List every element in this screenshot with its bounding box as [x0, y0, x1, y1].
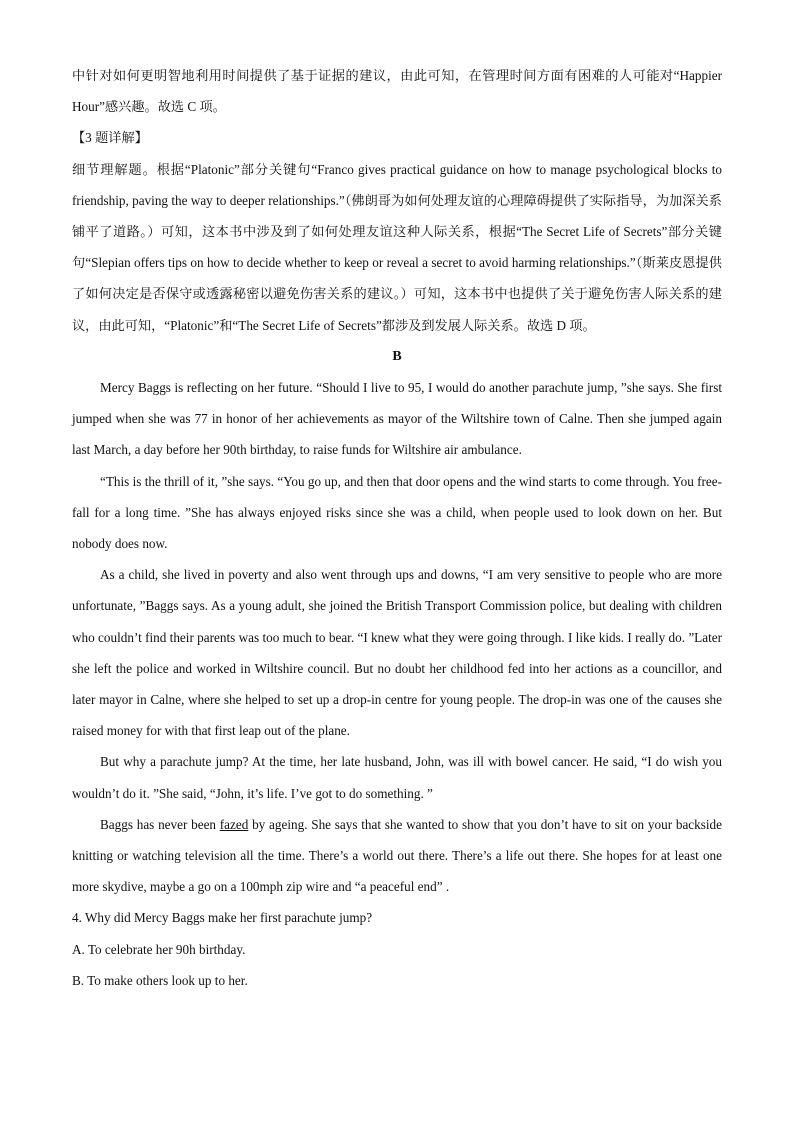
question-3-explanation: 细节理解题。根据“Platonic”部分关键句“Franco gives practical guidance on how to manage psychological blocks to friendship, paving the way to deeper relationships.”（佛朗哥为如何处理友谊的心理障碍提供了实际指导，为加深关系铺平了道路。）可知，这本书中涉及到了如何处理友谊这种人际关系，根据“The Secret Life of Secrets”部分关键句“Slepian offers tips on how to decide whether to keep or reveal a secret to avoid harming relationships.”（斯莱皮恩提供了如何决定是否保守或透露秘密以避免伤害关系的建议。）可知，这本书中也提供了关于避免伤害人际关系的建议，由此可知，“Platonic”和“The Secret Life of Secrets”都涉及到发展人际关系。故选 D 项。: [72, 161, 722, 333]
question-4-stem: 4. Why did Mercy Baggs make her first parachute jump?: [72, 910, 373, 926]
question-4-option-b: B. To make others look up to her.: [72, 972, 248, 988]
paragraph-5-text-before: Baggs has never been: [100, 816, 220, 832]
passage-paragraph-1: Mercy Baggs is reflecting on her future. “Should I live to 95, I would do another parachute jump, ”she says. She first jumped when she was 77 in honor of her achievements as mayor of the Wiltshire town of Calne. Then she jumped again last March, a day before her 90th birthday, to raise funds for Wiltshire air ambulance.: [72, 380, 722, 458]
answer-explanation-paragraph: 中针对如何更明智地利用时间提供了基于证据的建议，由此可知，在管理时间方面有困难的人可能对“Happier Hour”感兴趣。故选 C 项。: [72, 68, 722, 115]
section-title: B: [392, 348, 402, 364]
passage-paragraph-4: But why a parachute jump? At the time, her late husband, John, was ill with bowel cancer. He said, “I do wish you wouldn’t do it. ”She said, “John, it’s life. I’ve got to do something. ”: [72, 754, 722, 801]
question-3-heading: 【3 题详解】: [72, 130, 148, 146]
passage-paragraph-2: “This is the thrill of it, ”she says. “You go up, and then that door opens and the wind starts to come through. You free-fall for a long time. ”She has always enjoyed risks since she was a child, when people used to look down on her. But nobody does now.: [72, 473, 722, 552]
passage-paragraph-3: As a child, she lived in poverty and also went through ups and downs, “I am very sensitive to people who are more unfortunate, ”Baggs says. As a young adult, she joined the British Transport Commission police, but dealing with children who couldn’t find their parents was too much to bear. “I knew what they were going through. I like kids. I really do. ”Later she left the police and worked in Wiltshire council. But no doubt her childhood fed into her actions as a councillor, and later mayor in Calne, where she helped to set up a drop-in centre for young people. The drop-in was one of the causes she raised money for with that first leap out of the plane.: [72, 567, 722, 739]
question-4-option-a: A. To celebrate her 90h birthday.: [72, 941, 246, 957]
underlined-word: fazed: [219, 816, 249, 832]
passage-paragraph-5: [72, 809, 722, 903]
document-page: [72, 60, 722, 996]
paragraph-5-text-after: by ageing. She says that she wanted to show that you don’t have to sit on your backside knitting or watching television all the time. There’s a world out there. There’s a life out there. She hopes for at least one more skydive, maybe a go on a 100mph zip wire and “a peaceful end” .: [72, 816, 722, 895]
